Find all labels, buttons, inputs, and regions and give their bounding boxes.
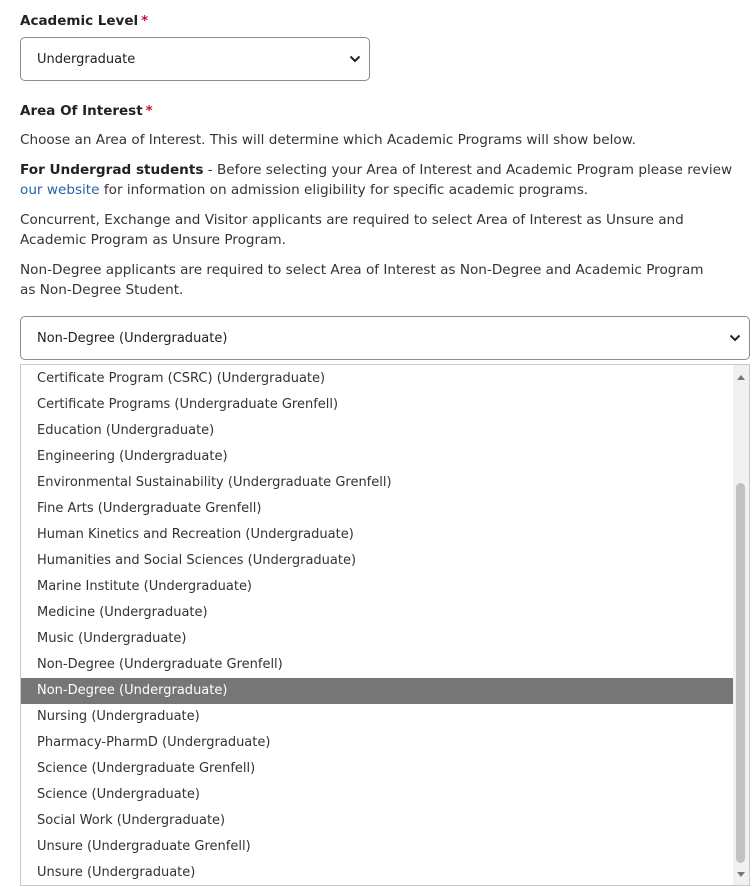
dropdown-option[interactable]: Science (Undergraduate)	[37, 787, 200, 802]
chevron-down-icon	[349, 55, 361, 63]
area-of-interest-label	[20, 103, 153, 119]
academic-level-selected-value: Undergraduate	[37, 51, 136, 67]
academic-level-label-text: Academic Level	[20, 13, 139, 29]
area-of-interest-dropdown-list[interactable]	[20, 364, 750, 886]
dropdown-option[interactable]: Unsure (Undergraduate)	[37, 865, 196, 880]
dropdown-option[interactable]: Science (Undergraduate Grenfell)	[37, 761, 256, 776]
area-of-interest-instruction: Choose an Area of Interest. This will determine which Academic Programs will show below.	[20, 132, 636, 148]
dropdown-option[interactable]: Medicine (Undergraduate)	[37, 605, 208, 620]
dropdown-option[interactable]: Education (Undergraduate)	[37, 423, 215, 438]
dropdown-option[interactable]: Unsure (Undergraduate Grenfell)	[37, 839, 251, 854]
dropdown-option[interactable]: Certificate Programs (Undergraduate Grenfell)	[37, 397, 339, 412]
undergrad-note-tail: for information on admission eligibility for specific academic programs.	[99, 182, 589, 198]
area-of-interest-select[interactable]	[20, 316, 750, 360]
dropdown-option[interactable]: Environmental Sustainability (Undergraduate Grenfell)	[37, 475, 392, 490]
required-asterisk: *	[145, 103, 153, 119]
undergrad-note-text: - Before selecting your Area of Interest and Academic Program please review	[203, 162, 733, 178]
dropdown-option[interactable]: Engineering (Undergraduate)	[37, 449, 228, 464]
dropdown-option[interactable]: Nursing (Undergraduate)	[37, 709, 200, 724]
dropdown-option[interactable]: Non-Degree (Undergraduate)	[21, 678, 733, 704]
scroll-up-arrow-icon[interactable]	[733, 369, 749, 385]
our-website-link[interactable]: our website	[20, 182, 100, 198]
dropdown-option[interactable]: Humanities and Social Sciences (Undergraduate)	[37, 553, 357, 568]
scroll-down-arrow-icon[interactable]	[733, 867, 749, 883]
dropdown-option[interactable]: Fine Arts (Undergraduate Grenfell)	[37, 501, 262, 516]
area-of-interest-label-text: Area Of Interest	[20, 103, 143, 119]
undergrad-note-bold: For Undergrad students	[20, 162, 204, 178]
dropdown-option[interactable]: Non-Degree (Undergraduate Grenfell)	[37, 657, 283, 672]
academic-level-select[interactable]	[20, 37, 370, 81]
scrollbar-thumb[interactable]	[736, 483, 745, 863]
dropdown-scrollbar[interactable]	[733, 365, 749, 885]
dropdown-option[interactable]: Pharmacy-PharmD (Undergraduate)	[37, 735, 271, 750]
area-of-interest-selected-value: Non-Degree (Undergraduate)	[37, 330, 228, 346]
dropdown-option[interactable]: Certificate Program (CSRC) (Undergraduate)	[37, 371, 326, 386]
dropdown-option[interactable]: Social Work (Undergraduate)	[37, 813, 226, 828]
dropdown-option[interactable]: Music (Undergraduate)	[37, 631, 187, 646]
undergrad-note	[20, 160, 750, 200]
chevron-down-icon	[729, 334, 741, 342]
required-asterisk: *	[141, 13, 149, 29]
dropdown-options	[21, 366, 733, 886]
academic-level-label	[20, 13, 148, 29]
dropdown-option[interactable]: Marine Institute (Undergraduate)	[37, 579, 253, 594]
dropdown-option[interactable]: Human Kinetics and Recreation (Undergraduate)	[37, 527, 354, 542]
non-degree-note: Non-Degree applicants are required to select Area of Interest as Non-Degree and Academic Program as Non-Degree Student.	[20, 262, 704, 298]
concurrent-exchange-note: Concurrent, Exchange and Visitor applicants are required to select Area of Interest as Unsure and Academic Program as Unsure Program.	[20, 212, 684, 248]
